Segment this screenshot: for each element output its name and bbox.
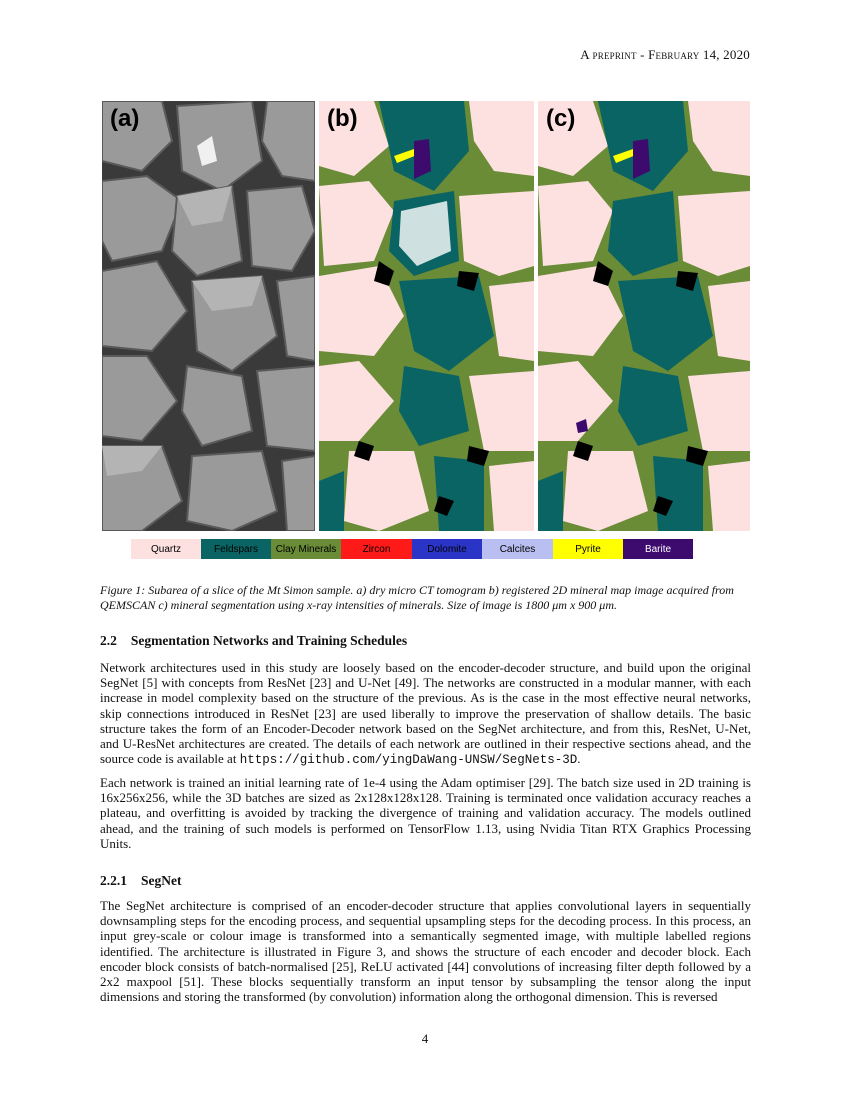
- running-header: A preprint - February 14, 2020: [580, 47, 750, 62]
- legend-label: Zircon: [362, 543, 391, 555]
- legend-zircon: [341, 539, 412, 559]
- legend-label: Feldspars: [214, 543, 258, 555]
- section-title: Segmentation Networks and Training Schedules: [130, 633, 408, 648]
- legend-feldspars: [201, 539, 271, 559]
- subsection-number: 2.2.1: [100, 873, 127, 888]
- legend-pyrite: [553, 539, 623, 559]
- legend-dolomite: [412, 539, 482, 559]
- legend-label: Pyrite: [575, 543, 601, 555]
- panel-b-mineral-map: [319, 101, 534, 531]
- qemscan-map-graphic: [319, 101, 534, 531]
- panel-c-label: (c): [546, 105, 576, 132]
- legend-clay-minerals: [271, 539, 341, 559]
- legend-label: Barite: [644, 543, 672, 555]
- paragraph-architectures: Network architectures used in this study are loosely based on the encoder-decoder structure, and build upon the original SegNet [5] with concepts from ResNet [23] and U-Net [49]. The networks are constructed in a modular manner, with each increase in model complexity based on the structure of the previous. As is the case in the most effective neural networks, skip connections introduced in ResNet [23] are used liberally to improve the preservation of shallow details. The basic structure takes the form of an Encoder-Decoder network based on the SegNet architecture, and from this, ResNet, U-Net, and U-ResNet architectures are created. The details of each network are outlined in their respective sections ahead, and the source code is available at https://github.com/yingDaWang-UNSW/SegNets-3D.: [100, 660, 751, 768]
- paragraph-training: Each network is trained an initial learning rate of 1e-4 using the Adam optimiser [29]. The batch size used in 2D training is 16x256x256, while the 3D batches are sized as 2x128x128x128. Training is terminated once validation accuracy reaches a plateau, and overfitting is avoided by tracking the divergence of training and validation accuracy. The models outlined ahead, and the training of such models is performed on TensorFlow 1.13, using Nvidia Titan RTX Graphics Processing Units.: [100, 775, 751, 851]
- legend-label: Calcites: [499, 543, 536, 555]
- subsection-heading: [100, 873, 182, 889]
- legend-label: Quartz: [150, 543, 181, 555]
- source-code-url[interactable]: https://github.com/yingDaWang-UNSW/SegNets-3D: [239, 753, 578, 768]
- section-heading: [100, 633, 407, 649]
- subsection-title: SegNet: [141, 873, 182, 888]
- legend-label: Dolomite: [427, 543, 467, 555]
- mineral-legend: [131, 539, 693, 559]
- legend-label: Clay Minerals: [275, 543, 337, 555]
- panel-a-label: (a): [110, 105, 140, 132]
- paragraph-segnet: The SegNet architecture is comprised of an encoder-decoder structure that applies convolutional layers in sequentially downsampling steps for the encoding process, and sequential upsampling steps for the decoding process. In this process, an input grey-scale or colour image is transformed into a semantically segmented image, with multiple labelled regions identified. The architecture is illustrated in Figure 3, and shows the structure of each encoder and decoder block. Each encoder block consists of batch-normalised [25], ReLU activated [44] convolutions of increasing filter depth followed by a 2x2 maxpool [51]. These blocks sequentially transform an input tensor by subsampling the tensor along the input dimensions and storing the transformed (by convolution) information along the orthogonal dimension. This is reversed: [100, 898, 751, 1005]
- ct-tomogram-graphic: [102, 101, 315, 531]
- figure-caption: Figure 1: Subarea of a slice of the Mt Simon sample. a) dry micro CT tomogram b) registered 2D mineral map image acquired from QEMSCAN c) mineral segmentation using x-ray intensities of minerals. Size of image is 1800 μm x 900 μm.: [100, 583, 734, 612]
- segmentation-graphic: [538, 101, 750, 531]
- legend-calcites: [482, 539, 553, 559]
- panel-c-segmentation: [538, 101, 750, 531]
- panel-a-ct-image: [102, 101, 315, 531]
- section-number: 2.2: [100, 633, 117, 648]
- page-number: 4: [421, 1031, 429, 1046]
- figure-1: [102, 101, 750, 531]
- panel-b-label: (b): [327, 105, 358, 132]
- legend-quartz: [131, 539, 201, 559]
- legend-barite: [623, 539, 693, 559]
